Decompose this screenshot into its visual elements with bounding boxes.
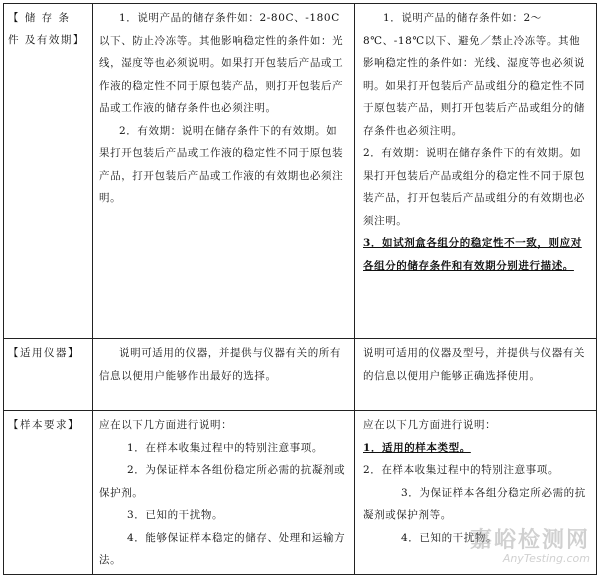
old-sample-intro: 应在以下几方面进行说明： [99, 419, 233, 431]
old-storage-paragraph-1: 1．说明产品的储存条件如：2-80C、-180C以下、防止冷冻等。其他影响稳定性的条件如：光线，湿度等也必须说明。如果打开包装后产品或工作液的稳定性不同于原包装产品，则打开包装后产品或工作液的储存条件也必须注明。 [99, 12, 344, 114]
old-sample-item-1: 1．在样本收集过程中的特别注意事项。 [127, 441, 323, 454]
row-label-text: 【 储 存 条 件 及有效期】 [8, 12, 85, 46]
old-text-cell [93, 411, 355, 575]
table-row-sample [4, 411, 597, 575]
comparison-table [3, 3, 597, 575]
new-instrument-paragraph: 说明可适用的仪器及型号，并提供与仪器有关的信息以便用户能够正确选择使用。 [363, 347, 585, 382]
watermark-cn-text: 嘉峪检测网 [469, 528, 590, 553]
row-label-sample [4, 411, 93, 575]
new-sample-item-3: 3．为保证样本各组分稳定所必需的抗凝剂或保护剂等。 [363, 486, 586, 521]
old-text-cell [93, 4, 355, 339]
new-text-cell [355, 4, 597, 339]
table-row-storage [4, 4, 597, 339]
row-label-storage [4, 4, 93, 339]
old-sample-item-2: 2．为保证样本各组份稳定所必需的抗凝剂或保护剂。 [99, 464, 346, 499]
row-label-instrument [4, 339, 93, 411]
row-label-text: 【适用仪器】 [8, 347, 80, 359]
new-sample-intro: 应在以下几方面进行说明： [363, 419, 497, 431]
new-text-cell [355, 339, 597, 411]
row-label-text: 【样本要求】 [8, 419, 80, 431]
new-text-cell [355, 411, 597, 575]
watermark-en-text: AnyTesting.com [502, 552, 590, 565]
new-storage-paragraph-3-added: 3．如试剂盒各组分的稳定性不一致，则应对各组分的储存条件和有效期分别进行描述。 [363, 237, 582, 272]
old-sample-item-4: 4．能够保证样本稳定的储存、处理和运输方法。 [99, 531, 346, 566]
new-storage-paragraph-1: 1．说明产品的储存条件如：2～8℃、-18℃以下、避免／禁止冷冻等。其他影响稳定性的条件如：光线、湿度等也必须说明。如果打开包装后产品或组分的稳定性不同于原包装产品，则打开包装后产品或组分的储存条件也必须注明。 [363, 12, 585, 137]
new-sample-item-2: 2．在样本收集过程中的特别注意事项。 [363, 464, 559, 476]
old-sample-item-3: 3．已知的干扰物。 [127, 509, 224, 521]
old-storage-paragraph-2: 2．有效期：说明在储存条件下的有效期。如果打开包装后产品或工作液的稳定性不同于原包装产品，打开包装后产品或工作液的有效期也必须注明。 [99, 124, 344, 204]
old-text-cell [93, 339, 355, 411]
table-row-instrument [4, 339, 597, 411]
old-instrument-paragraph: 说明可适用的仪器，并提供与仪器有关的所有信息以便用户能够作出最好的选择。 [99, 347, 341, 382]
new-storage-paragraph-2: 2．有效期：说明在储存条件下的有效期。如果打开包装后产品或组分的稳定性不同于原包装产品，打开包装后产品或组分的有效期也必须注明。 [363, 147, 585, 227]
new-sample-item-4: 4．已知的干扰物。 [401, 531, 498, 544]
new-sample-item-1-added: 1．适用的样本类型。 [363, 441, 471, 454]
